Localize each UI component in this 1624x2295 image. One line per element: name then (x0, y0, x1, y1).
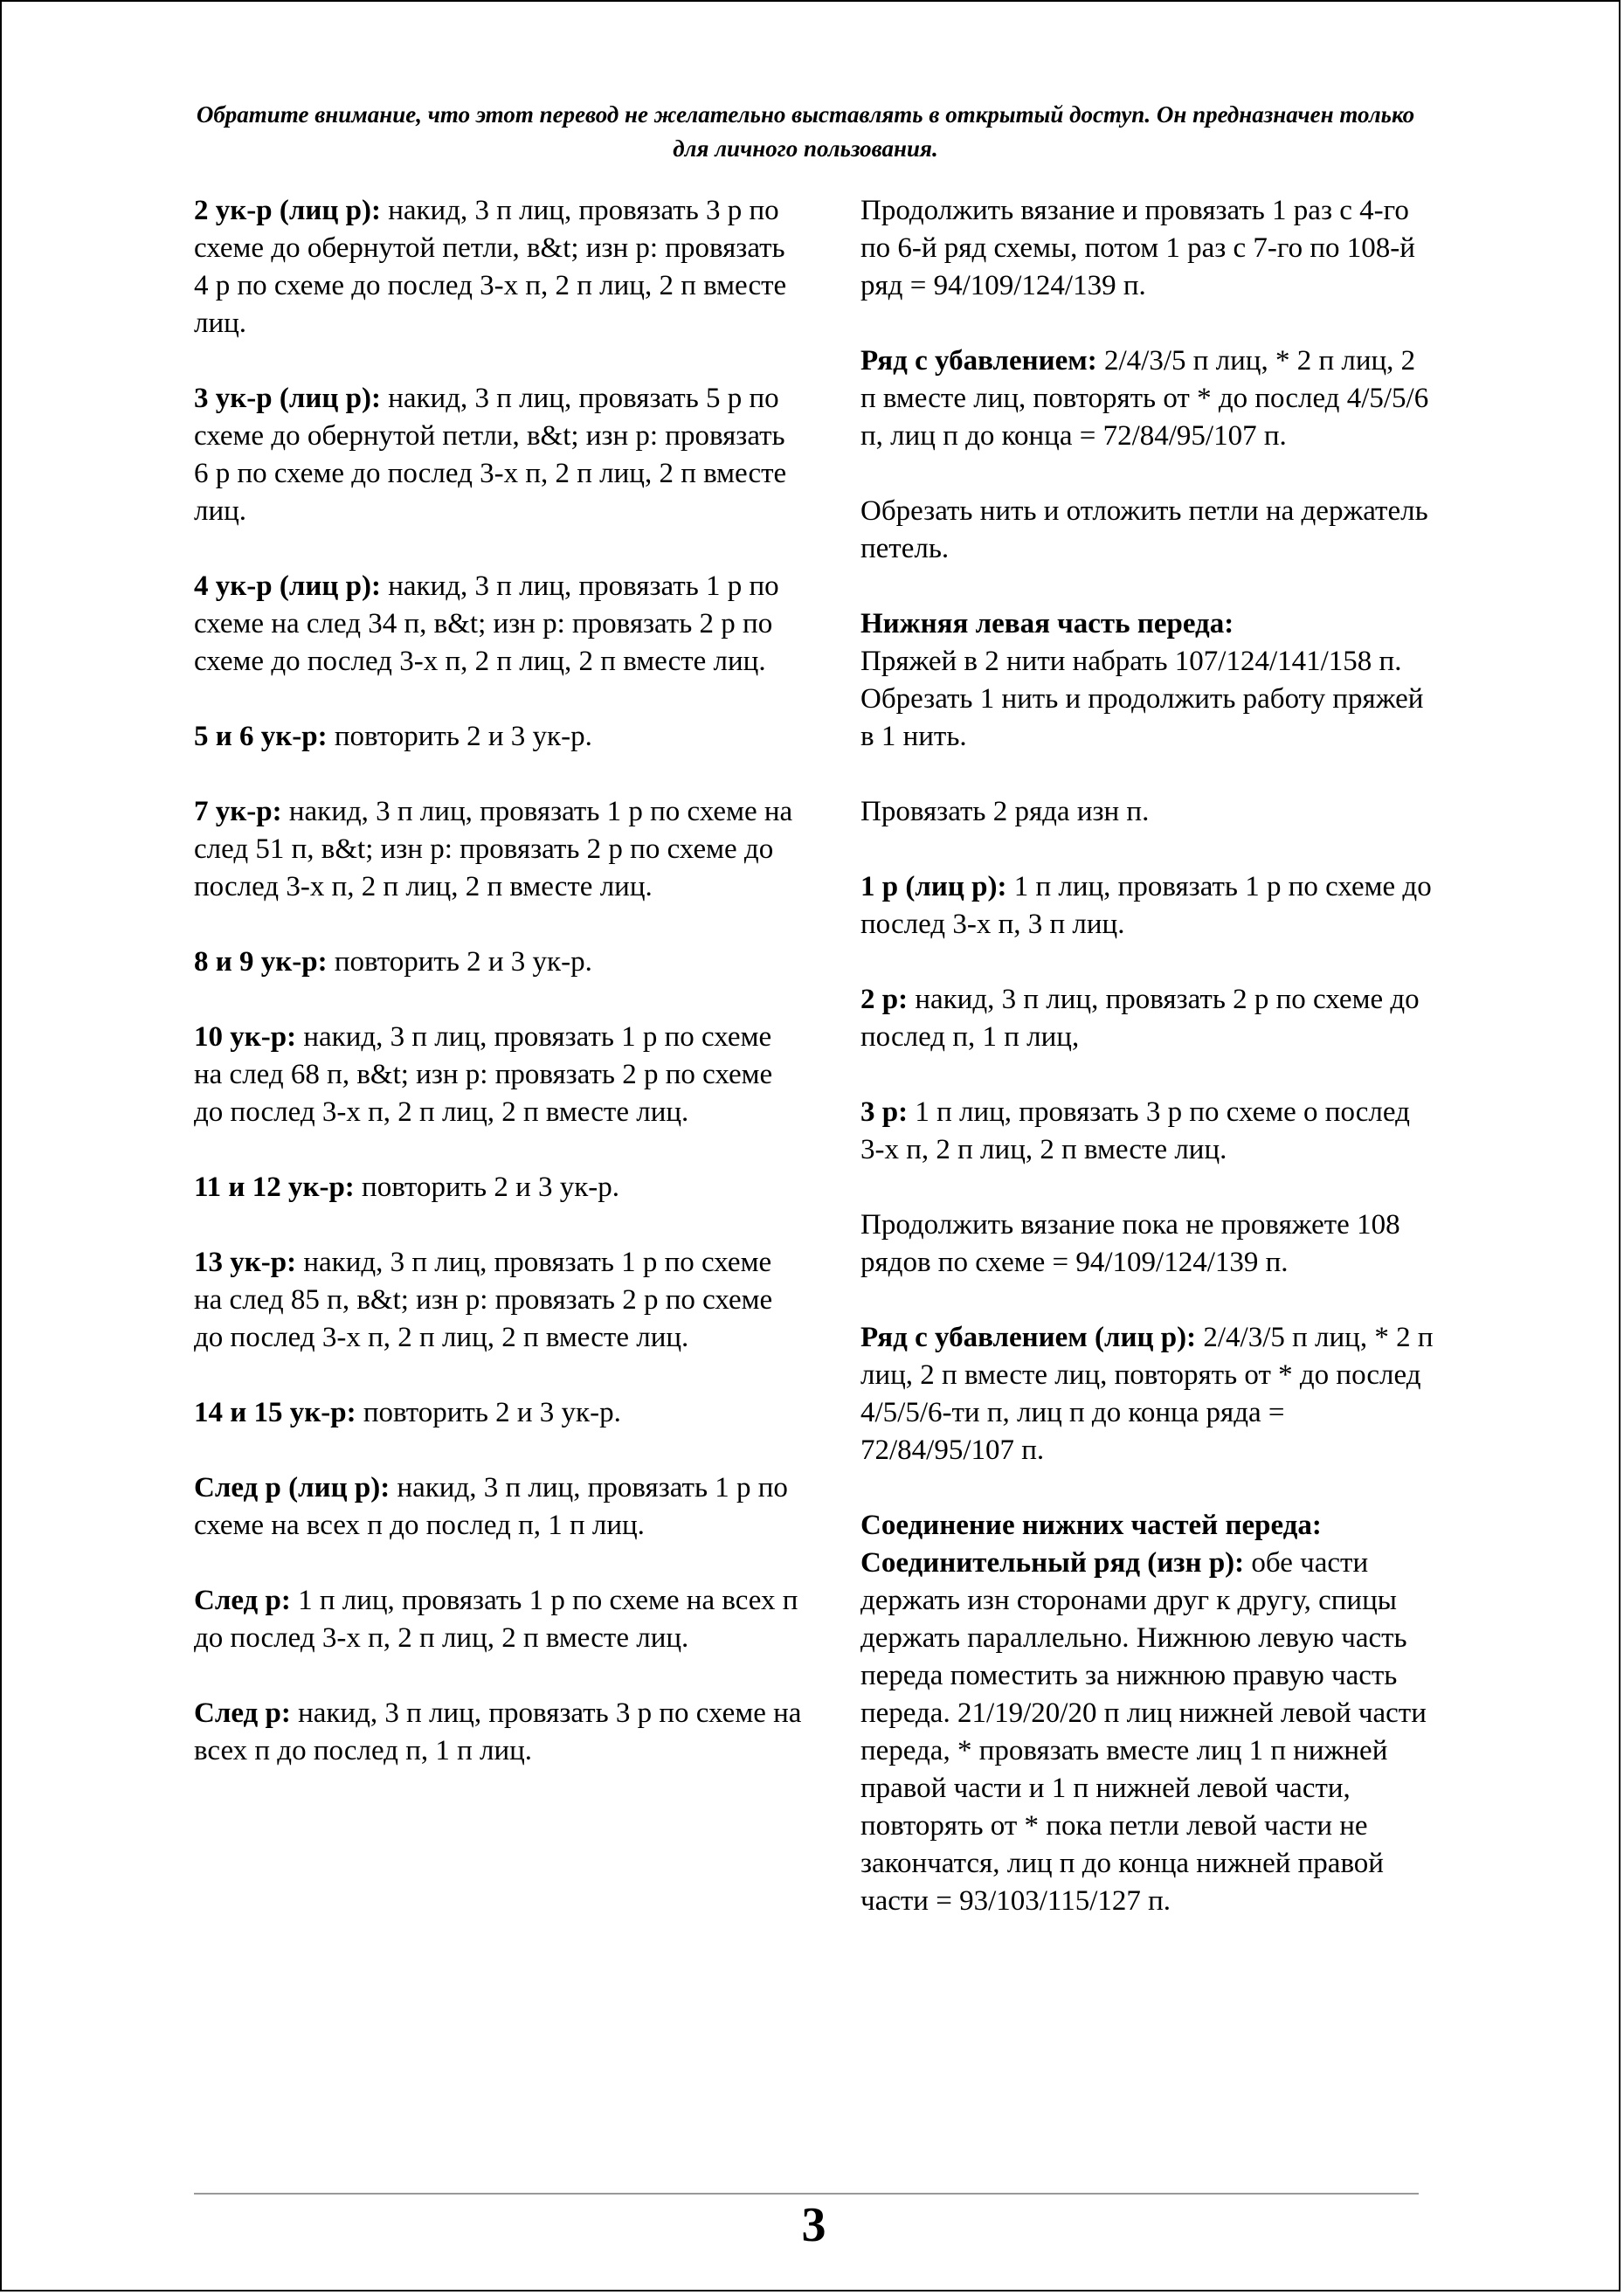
paragraph-heading: Ряд с убавлением: (860, 345, 1097, 377)
paragraph-text: повторить 2 и 3 ук-р. (327, 946, 592, 978)
section-paragraph (860, 605, 1437, 756)
left-column (194, 192, 805, 1808)
paragraph-heading: 1 р (лиц р): (860, 871, 1007, 902)
section-heading: Соединение нижних частей переда: (860, 1510, 1322, 1541)
paragraph-text: 2/4/3/5 п лиц, * 2 п лиц, 2 п вместе лиц, повторять от * до послед 4/5/5/6-ти п, лиц п до конца ряда = 72/84/95/107 п. (860, 1322, 1434, 1466)
instruction-paragraph (194, 1469, 805, 1545)
instruction-paragraph (194, 192, 805, 342)
paragraph-heading: 7 ук-р: (194, 796, 282, 827)
instruction-paragraph (860, 1206, 1437, 1282)
instruction-paragraph (194, 380, 805, 530)
paragraph-text: Пряжей в 2 нити набрать 107/124/141/158 п. Обрезать 1 нить и продолжить работу пряжей в 1 нить. (860, 646, 1424, 752)
paragraph-heading: 4 ук-р (лиц р): (194, 570, 381, 602)
paragraph-text: 1 п лиц, провязать 1 р по схеме до послед 3-х п, 3 п лиц. (860, 871, 1432, 940)
section-paragraph (860, 1507, 1437, 1920)
instruction-paragraph (194, 1169, 805, 1206)
instruction-paragraph (194, 1394, 805, 1432)
instruction-paragraph (860, 1319, 1437, 1469)
paragraph-heading: 3 р: (860, 1096, 909, 1128)
paragraph-text: повторить 2 и 3 ук-р. (354, 1172, 620, 1203)
instruction-paragraph (194, 1695, 805, 1770)
instruction-paragraph (194, 1582, 805, 1657)
paragraph-heading: 2 р: (860, 984, 909, 1015)
paragraph-text: Провязать 2 ряда изн п. (860, 796, 1150, 827)
paragraph-heading: 11 и 12 ук-р: (194, 1172, 355, 1203)
instruction-paragraph (860, 793, 1437, 831)
paragraph-heading: 13 ук-р: (194, 1247, 297, 1278)
instruction-paragraph (860, 868, 1437, 944)
right-column (860, 192, 1437, 1958)
paragraph-heading: 14 и 15 ук-р: (194, 1397, 356, 1428)
paragraph-text: 1 п лиц, провязать 3 р по схеме о послед 3-х п, 2 п лиц, 2 п вместе лиц. (860, 1096, 1410, 1165)
paragraph-text: накид, 3 п лиц, провязать 1 р по схеме на след 68 п, в&t; изн р: провязать 2 р по схеме до послед 3-х п, 2 п лиц, 2 п вместе лиц. (194, 1021, 773, 1128)
instruction-paragraph (194, 718, 805, 756)
paragraph-text: Обрезать нить и отложить петли на держатель петель. (860, 495, 1428, 564)
paragraph-text: повторить 2 и 3 ук-р. (327, 721, 592, 752)
copyright-notice: Обратите внимание, что этот перевод не желательно выставлять в открытый доступ. Он предназначен только для личного пользования. (196, 101, 1415, 162)
paragraph-text: накид, 3 п лиц, провязать 5 р по схеме до обернутой петли, в&t; изн р: провязать 6 р по схеме до послед 3-х п, 2 п лиц, 2 п вместе лиц. (194, 383, 787, 527)
paragraph-text: накид, 3 п лиц, провязать 3 р по схеме до обернутой петли, в&t; изн р: провязать 4 р по схеме до послед 3-х п, 2 п лиц, 2 п вместе лиц. (194, 195, 787, 339)
paragraph-heading: След р (лиц р): (194, 1472, 390, 1504)
paragraph-heading: 3 ук-р (лиц р): (194, 383, 381, 414)
instruction-paragraph (194, 944, 805, 981)
paragraph-text: накид, 3 п лиц, провязать 1 р по схеме на всех п до послед п, 1 п лиц. (194, 1472, 788, 1541)
paragraph-heading: След р: (194, 1585, 291, 1616)
instruction-paragraph (860, 981, 1437, 1056)
paragraph-text: накид, 3 п лиц, провязать 1 р по схеме на след 34 п, в&t; изн р: провязать 2 р по схеме до послед 3-х п, 2 п лиц, 2 п вместе лиц. (194, 570, 779, 677)
instruction-paragraph (860, 192, 1437, 305)
paragraph-text: Продолжить вязание и провязать 1 раз с 4-го по 6-й ряд схемы, потом 1 раз с 7-го по 108-й ряд = 94/109/124/139 п. (860, 195, 1415, 301)
paragraph-text: накид, 3 п лиц, провязать 1 р по схеме на след 51 п, в&t; изн р: провязать 2 р по схеме до послед 3-х п, 2 п лиц, 2 п вместе лиц. (194, 796, 793, 902)
paragraph-text: накид, 3 п лиц, провязать 1 р по схеме на след 85 п, в&t; изн р: провязать 2 р по схеме до послед 3-х п, 2 п лиц, 2 п вместе лиц. (194, 1247, 773, 1353)
paragraph-text: накид, 3 п лиц, провязать 3 р по схеме на всех п до послед п, 1 п лиц. (194, 1697, 802, 1766)
paragraph-heading: Ряд с убавлением (лиц р): (860, 1322, 1197, 1353)
instruction-paragraph (194, 1244, 805, 1357)
paragraph-text: обе части держать изн сторонами друг к другу, спицы держать параллельно. Нижнюю левую часть переда поместить за нижнюю правую часть переда. 21/19/20/20 п лиц нижней левой части переда, * провязать вместе лиц 1 п нижней правой части и 1 п нижней левой части, повторять от * пока петли левой части не закончатся, лиц п до конца нижней правой части = 93/103/115/127 п. (860, 1547, 1427, 1917)
paragraph-text: Продолжить вязание пока не провяжете 108 рядов по схеме = 94/109/124/139 п. (860, 1209, 1400, 1278)
paragraph-heading: 8 и 9 ук-р: (194, 946, 328, 978)
paragraph-heading: 5 и 6 ук-р: (194, 721, 328, 752)
instruction-paragraph (860, 342, 1437, 455)
instruction-paragraph (860, 493, 1437, 568)
section-heading: Нижняя левая часть переда: (860, 608, 1234, 639)
instruction-paragraph (194, 793, 805, 906)
instruction-paragraph (194, 1019, 805, 1131)
paragraph-heading: След р: (194, 1697, 291, 1729)
paragraph-heading: 10 ук-р: (194, 1021, 297, 1053)
page-number: 3 (801, 2198, 826, 2252)
paragraph-heading: Соединительный ряд (изн р): (860, 1547, 1245, 1579)
paragraph-text: 2/4/3/5 п лиц, * 2 п лиц, 2 п вместе лиц, повторять от * до послед 4/5/5/6 п, лиц п до конца = 72/84/95/107 п. (860, 345, 1429, 452)
paragraph-text: повторить 2 и 3 ук-р. (356, 1397, 621, 1428)
instruction-paragraph (860, 1094, 1437, 1169)
paragraph-heading: 2 ук-р (лиц р): (194, 195, 381, 226)
paragraph-text: накид, 3 п лиц, провязать 2 р по схеме до послед п, 1 п лиц, (860, 984, 1420, 1053)
paragraph-text: 1 п лиц, провязать 1 р по схеме на всех п до послед 3-х п, 2 п лиц, 2 п вместе лиц. (194, 1585, 798, 1654)
instruction-paragraph (194, 568, 805, 681)
